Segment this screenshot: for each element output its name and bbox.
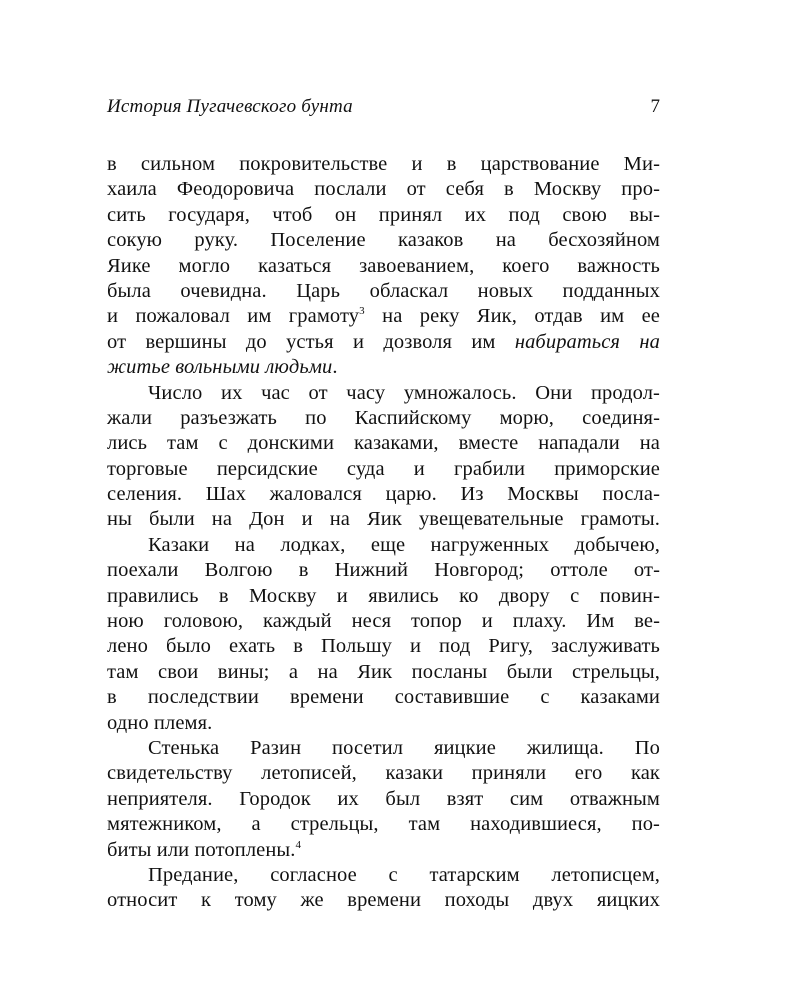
text-line: жали разъезжать по Каспийскому морю, соединя-: [107, 406, 660, 429]
text-line: ною головою, каждый неся топор и плаху. Им ве-: [107, 610, 660, 633]
text-line: торговые персидские суда и грабили приморские: [107, 457, 660, 480]
text-line: лено было ехать в Польшу и под Ригу, заслуживать: [107, 635, 660, 658]
text-line: Число их час от часу умножалось. Они продол-: [148, 381, 660, 404]
footnote-ref[interactable]: 3: [359, 305, 365, 318]
text-line: в сильном покровительстве и в царствование Ми-: [107, 153, 660, 175]
text-line: там свои вины; а на Яик посланы были стрельцы,: [107, 660, 660, 683]
text-line: сить государя, чтоб он принял их под свою вы-: [107, 203, 660, 226]
text-line: лись там с донскими казаками, вместе нападали на: [107, 432, 660, 455]
text-line: была очевидна. Царь обласкал новых подданных: [107, 279, 660, 302]
paragraph-2: [107, 381, 660, 533]
footnote-ref[interactable]: 4: [295, 838, 302, 851]
text-line: Яике могло казаться завоеванием, коего важность: [107, 254, 660, 277]
text-line: Стенька Разин посетил яицкие жилища. По: [148, 736, 660, 759]
text-line: Предание, согласное с татарским летописцем,: [148, 863, 660, 886]
text-fragment: от вершины до устья и дозволя им: [107, 330, 515, 353]
text-fragment: биты или потоплены.: [107, 838, 296, 861]
text-line: ны были на Дон и на Яик увещевательные грамоты.: [107, 508, 660, 531]
text-fragment: .: [332, 356, 338, 379]
italic-phrase: набираться на: [514, 330, 660, 353]
text-line: мятежником, а стрельцы, там находившиеся, по-: [107, 813, 660, 836]
text-fragment: и пожаловал им грамоту: [107, 305, 360, 328]
running-head: [107, 96, 660, 126]
page-number: 7: [650, 96, 660, 117]
paragraph-3: [107, 533, 660, 736]
text-line: селения. Шах жаловался царю. Из Москвы посла-: [107, 483, 660, 506]
italic-phrase: житье вольными людьми: [107, 356, 333, 379]
running-title: История Пугачевского бунта: [107, 96, 353, 117]
text-line: свидетельству летописей, казаки приняли его как: [107, 762, 660, 785]
paragraph-4: [107, 736, 660, 863]
text-line: одно племя.: [107, 711, 213, 734]
text-line: неприятеля. Городок их был взят сим отважным: [107, 787, 660, 810]
text-line: правились в Москву и явились ко двору с повин-: [107, 584, 660, 607]
text-line: хаила Феодоровича послали от себя в Москву про-: [107, 178, 660, 201]
paragraph-1: [107, 152, 660, 381]
text-line: [107, 355, 660, 380]
text-fragment: на реку Яик, отдав им ее: [364, 305, 660, 328]
text-line: [107, 838, 660, 863]
text-line: [107, 304, 660, 329]
text-line: в последствии времени составившие с казаками: [107, 686, 660, 709]
text-line: сокую руку. Поселение казаков на бесхозяйном: [107, 229, 660, 252]
text-line: поехали Волгою в Нижний Новгород; оттоле от-: [107, 559, 660, 582]
text-line: [107, 330, 660, 355]
body-text: [107, 152, 660, 914]
paragraph-5: [107, 863, 660, 914]
text-line: Казаки на лодках, еще нагруженных добычею,: [148, 533, 660, 556]
text-line: относит к тому же времени походы двух яицких: [107, 889, 660, 912]
book-page: [107, 96, 660, 914]
